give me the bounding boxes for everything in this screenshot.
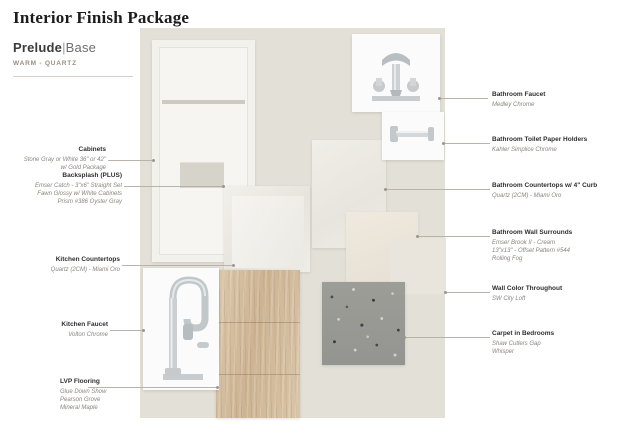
lvp-woodgrain (216, 270, 300, 418)
leader-bathroom-faucet (440, 98, 488, 99)
annotation-backsplash-line-1: Emser Catch - 3"x6" Straight Set (35, 182, 122, 189)
annotation-lvp-flooring (60, 378, 156, 412)
toilet-paper-holder-icon (382, 112, 444, 160)
leader-wall-surrounds (418, 236, 490, 237)
annotation-bathroom-countertops-heading: Bathroom Countertops w/ 4" Curb (492, 182, 598, 189)
leader-dot (416, 235, 419, 238)
annotation-wall-surrounds-line-1: Emser Brook II - Cream (492, 239, 556, 246)
lvp-seam (216, 322, 300, 323)
annotation-lvp-line-2: Pearson Grove (60, 396, 101, 403)
leader-kitchen-countertops (122, 265, 234, 266)
leader-dot (152, 159, 155, 162)
annotation-carpet-line-1: Shaw Cutlers Gap (492, 340, 541, 347)
annotation-wall-surrounds-heading: Bathroom Wall Surrounds (492, 229, 573, 236)
leader-dot (216, 386, 219, 389)
subtitle-separator: | (62, 40, 66, 55)
leader-dot (438, 97, 441, 100)
annotation-kitchen-faucet-heading: Kitchen Faucet (61, 321, 108, 328)
plan-name: Prelude (13, 40, 63, 55)
annotation-bathroom-countertops (492, 182, 638, 200)
annotation-lvp-line-3: Mineral Maple (60, 404, 98, 411)
leader-backsplash (124, 186, 224, 187)
annotation-kitchen-faucet-line-1: Volton Chrome (68, 331, 108, 338)
annotation-lvp-line-1: Glue Down Show (60, 388, 107, 395)
leader-kitchen-faucet (110, 330, 144, 331)
annotation-wall-color-heading: Wall Color Throughout (492, 285, 563, 292)
annotation-carpet (492, 330, 634, 356)
annotation-bathroom-faucet-heading: Bathroom Faucet (492, 91, 546, 98)
annotation-cabinets-line-1: Stone Gray or White 36" or 42" (23, 156, 106, 163)
annotation-wall-surrounds-line-3: Rolling Fog (492, 255, 523, 262)
kitchen-quartz-swatch (232, 196, 304, 268)
cabinet-hardware-pull (180, 162, 224, 188)
carpet-swatch (322, 282, 405, 365)
package-eyebrow: WARM - QUARTZ (13, 60, 77, 67)
annotation-carpet-heading: Carpet in Bedrooms (492, 330, 555, 337)
annotation-bathroom-wall-surrounds (492, 229, 638, 263)
leader-dot (403, 336, 406, 339)
leader-tp-holders (444, 143, 490, 144)
annotation-toilet-paper-holders (492, 136, 636, 154)
carpet-texture (322, 282, 405, 365)
leader-dot (142, 329, 145, 332)
annotation-bathroom-faucet-line-1: Medley Chrome (492, 101, 535, 108)
cabinet-door-rail (162, 100, 245, 104)
annotation-carpet-line-2: Whisper (492, 348, 515, 355)
annotation-tp-holders-heading: Bathroom Toilet Paper Holders (492, 136, 588, 143)
leader-dot (222, 185, 225, 188)
annotation-kitchen-faucet (24, 321, 108, 339)
annotation-wall-color-line-1: SW City Loft (492, 295, 526, 302)
header-divider (13, 76, 133, 77)
annotation-backsplash-line-3: Prism #386 Oyster Gray (57, 198, 122, 205)
toilet-paper-holder-image (382, 112, 444, 160)
annotation-bathroom-countertops-line-1: Quartz (2CM) - Miami Oro (492, 192, 562, 199)
lvp-seam (216, 374, 300, 375)
leader-bathroom-countertops (386, 189, 490, 190)
annotation-cabinets (20, 146, 106, 172)
plan-level: Base (65, 40, 97, 55)
annotation-cabinets-line-2: w/ Gold Package (60, 164, 106, 171)
leader-carpet (405, 337, 490, 338)
annotation-bathroom-faucet (492, 91, 632, 109)
leader-dot (384, 188, 387, 191)
plan-subtitle (13, 40, 96, 55)
annotation-wall-color (492, 285, 634, 303)
kitchen-faucet-icon (143, 268, 219, 390)
annotation-kitchen-countertops-line-1: Quartz (2CM) - Miami Oro (50, 266, 120, 273)
lvp-plank-swatch (216, 270, 300, 418)
leader-dot (444, 291, 447, 294)
annotation-kitchen-countertops (14, 256, 120, 274)
leader-wall-color (446, 292, 490, 293)
bathroom-faucet-icon (352, 34, 440, 112)
annotation-backsplash-heading: Backsplash (PLUS) (62, 172, 122, 179)
bathroom-faucet-image (352, 34, 440, 112)
leader-dot (442, 142, 445, 145)
annotation-backsplash (10, 172, 122, 206)
annotation-lvp-heading: LVP Flooring (60, 378, 100, 385)
leader-dot (232, 264, 235, 267)
annotation-kitchen-countertops-heading: Kitchen Countertops (55, 256, 120, 263)
annotation-tp-holders-line-1: Kahler Simplice Chrome (492, 146, 557, 153)
leader-cabinets (108, 160, 154, 161)
page-title: Interior Finish Package (13, 8, 190, 27)
annotation-wall-surrounds-line-2: 13"x13" - Offset Pattern #544 (492, 247, 570, 254)
annotation-cabinets-heading: Cabinets (78, 146, 106, 153)
annotation-backsplash-line-2: Fawn Glossy w/ White Cabinets (37, 190, 122, 197)
kitchen-faucet-image (143, 268, 219, 390)
